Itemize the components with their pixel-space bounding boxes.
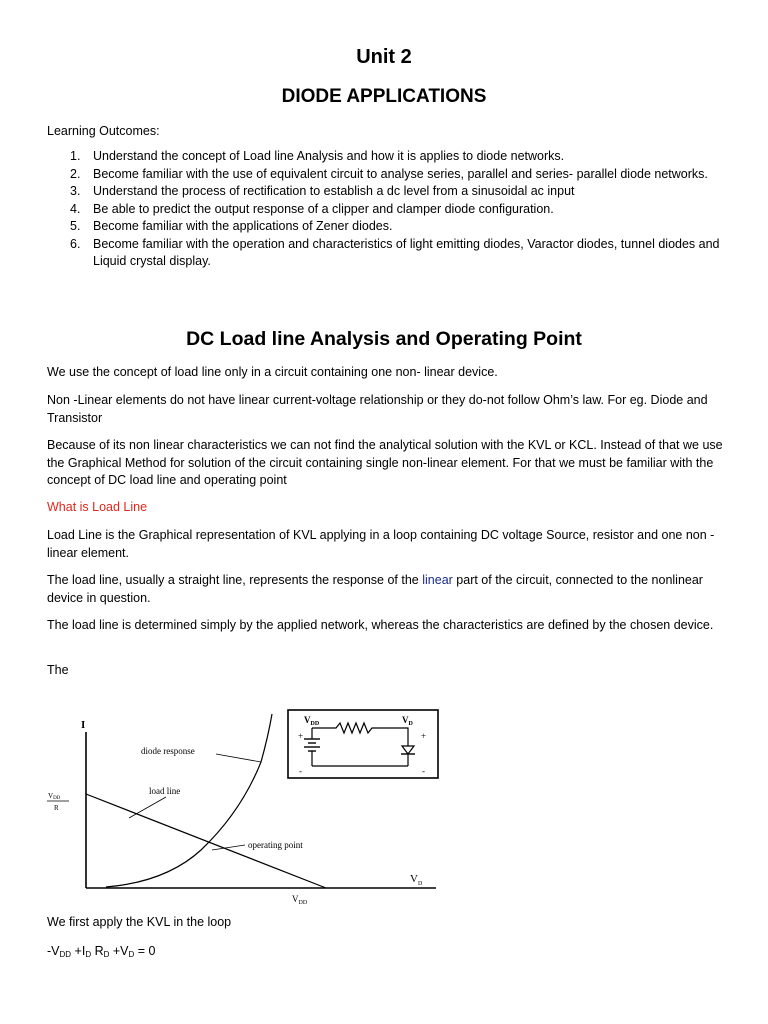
list-number: 2. xyxy=(70,166,81,181)
list-item-text: Become familiar with the operation and characteristics of light emitting diodes, Varactor diodes, tunnel diodes and Liquid crystal display. xyxy=(93,236,720,268)
equation-subscript: DD xyxy=(59,950,72,959)
list-item xyxy=(47,183,727,201)
list-item xyxy=(47,218,727,236)
equation-term: R xyxy=(91,944,104,958)
list-item xyxy=(47,201,727,219)
vdd-over-r-label: VDD xyxy=(48,792,61,801)
paragraph-load-line-determined: The load line is determined simply by the applied network, whereas the characteristics are defined by the chosen device. xyxy=(47,618,714,632)
circuit-vd-label: $V_D$ xyxy=(402,715,413,727)
list-number: 4. xyxy=(70,201,81,216)
equation-term: = 0 xyxy=(134,944,156,958)
load-line-label: load line xyxy=(149,786,181,796)
section-title: DC Load line Analysis and Operating Point xyxy=(186,328,582,350)
equation-term: +V xyxy=(109,944,129,958)
learning-outcomes-list xyxy=(47,148,727,271)
paragraph-the: The xyxy=(47,663,69,677)
list-number: 5. xyxy=(70,219,81,233)
diode-response-curve xyxy=(106,714,272,887)
circuit-vdd-label: $V_{DD}$ xyxy=(304,715,320,727)
learning-outcomes-label: Learning Outcomes: xyxy=(47,124,160,138)
minus-sign: - xyxy=(299,766,302,776)
equation-term: +I xyxy=(71,944,86,958)
paragraph-load-line-response xyxy=(47,572,727,607)
paragraph-text: part of the circuit, connected to the nonlinear device in question. xyxy=(47,573,703,605)
equation-subscript: D xyxy=(85,950,92,959)
list-item xyxy=(47,148,727,166)
paragraph-non-linear: Non -Linear elements do not have linear current-voltage relationship or they do-not follow Ohm’s law. For eg. Diode and Transistor xyxy=(47,393,708,425)
equation-subscript: D xyxy=(103,950,110,959)
list-item xyxy=(47,236,727,271)
paragraph-kvl: We first apply the KVL in the loop xyxy=(47,915,232,929)
list-item-text: Become familiar with the use of equivalent circuit to analyse series, parallel and series- parallel diode networks. xyxy=(93,166,708,181)
vdd-axis-label: $V_{DD}$ xyxy=(292,894,308,906)
x-axis-label: $V_D$ xyxy=(410,873,423,887)
diode-icon xyxy=(402,746,414,754)
load-line-pointer xyxy=(129,797,166,818)
list-number: 3. xyxy=(70,184,81,198)
plus-sign: + xyxy=(298,731,304,741)
minus-sign: - xyxy=(422,766,425,776)
diode-response-pointer xyxy=(216,754,261,762)
list-item-text: Become familiar with the applications of Zener diodes. xyxy=(93,219,393,233)
unit-title: Unit 2 xyxy=(356,46,412,68)
list-item xyxy=(47,166,727,184)
paragraph-text: The load line, usually a straight line, represents the response of the xyxy=(47,573,423,587)
y-axis-label: I xyxy=(81,719,86,731)
list-item-text: Be able to predict the output response of a clipper and clamper diode configuration. xyxy=(93,201,554,216)
linear-link[interactable]: linear xyxy=(422,573,453,587)
paragraph-characteristics: Because of its non linear characteristics we can not find the analytical solution with the KVL or KCL. Instead of that we use the Graphical Method for solution of the circuit containing single non-linear element. For that we must be familiar with the concept of DC load line and operating point xyxy=(47,438,723,487)
paragraph-load-line-concept: We use the concept of load line only in a circuit containing one non- linear device. xyxy=(47,365,498,379)
plus-sign: + xyxy=(421,731,427,741)
kvl-equation xyxy=(47,944,155,959)
resistor xyxy=(312,723,408,746)
what-is-load-line-heading: What is Load Line xyxy=(47,500,148,514)
equation-term: -V xyxy=(47,944,60,958)
equation-subscript: D xyxy=(128,950,135,959)
list-item-text: Understand the concept of Load line Analysis and how it is applies to diode networks. xyxy=(93,149,565,163)
circuit-diagram xyxy=(288,710,438,778)
list-number: 6. xyxy=(70,236,81,251)
operating-point-label: operating point xyxy=(248,840,303,850)
paragraph-load-line-definition: Load Line is the Graphical representation of KVL applying in a loop containing DC voltage Source, resistor and one non -linear element. xyxy=(47,528,715,560)
r-label: R xyxy=(54,804,59,812)
diode-response-label: diode response xyxy=(141,746,195,756)
document-title: DIODE APPLICATIONS xyxy=(281,86,487,107)
list-number: 1. xyxy=(70,149,81,163)
list-item-text: Understand the process of rectification to establish a dc level from a sinusoidal ac input xyxy=(93,184,575,198)
load-line-figure xyxy=(36,702,446,912)
